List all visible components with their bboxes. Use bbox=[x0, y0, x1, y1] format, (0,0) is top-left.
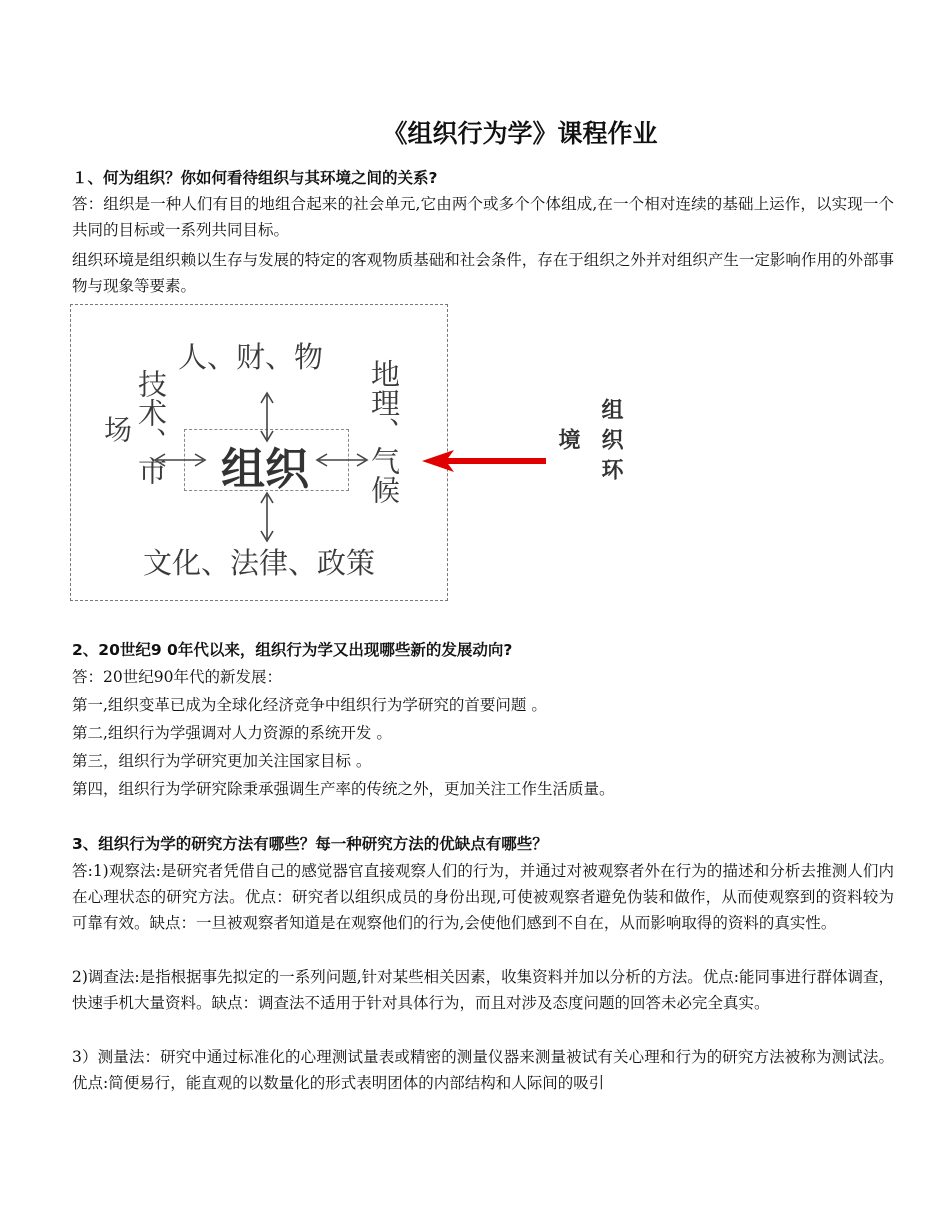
red-arrow-icon bbox=[420, 446, 552, 476]
question-2-heading: 2、20世纪9 0年代以来，组织行为学又出现哪些新的发展动向? bbox=[72, 641, 513, 659]
question-2-line-5: 第四，组织行为学研究除秉承强调生产率的传统之外，更加关注工作生活质量。 bbox=[72, 780, 615, 798]
diagram-label-left-col2: 技术、市 bbox=[134, 369, 168, 485]
question-1-answer-para1: 答：组织是一种人们有目的地组合起来的社会单元,它由两个或多个个体组成,在一个相对连续的基础上运作，以实现一个共同的目标或一系列共同目标。 bbox=[72, 195, 894, 239]
question-1-answer-para2: 组织环境是组织赖以生存与发展的特定的客观物质基础和社会条件，存在于组织之外并对组织产生一定影响作用的外部事物与现象等要素。 bbox=[72, 251, 894, 295]
env-label-col2: 组织环 bbox=[598, 398, 623, 488]
document-title: 《组织行为学》课程作业 bbox=[382, 119, 658, 148]
question-2-line-4: 第三，组织行为学研究更加关注国家目标 。 bbox=[72, 752, 372, 770]
diagram-arrows bbox=[71, 305, 449, 602]
diagram-label-left-col1: 场 bbox=[100, 415, 133, 443]
diagram-label-bottom: 文化、法律、政策 bbox=[143, 546, 376, 580]
diagram-label-right: 地理、气候 bbox=[367, 359, 401, 504]
question-3-heading: 3、组织行为学的研究方法有哪些？每一种研究方法的优缺点有哪些？ bbox=[72, 835, 548, 853]
diagram-label-top: 人、财、物 bbox=[178, 340, 324, 374]
question-2-line-1: 答：20世纪90年代的新发展： bbox=[72, 668, 282, 686]
env-label-col1: 境 bbox=[555, 428, 580, 450]
diagram-center-label: 组织 bbox=[221, 444, 309, 495]
question-3-answer-para3: 3）测量法：研究中通过标准化的心理测试量表或精密的测量仪器来测量被试有关心理和行为的研究方法被称为测试法。优点:简便易行，能直观的以数量化的形式表明团体的内部结构和人际间的吸引 bbox=[72, 1048, 894, 1092]
question-3-answer-para2: 2)调查法:是指根据事先拟定的一系列问题,针对某些相关因素，收集资料并加以分析的方法。优点:能同事进行群体调查，快速手机大量资料。缺点：调查法不适用于针对具体行为，而且对涉及态度问题的回答未必完全真实。 bbox=[72, 968, 894, 1012]
question-1-heading: １、何为组织？你如何看待组织与其环境之间的关系? bbox=[72, 169, 438, 187]
question-3-answer-para1: 答:1)观察法:是研究者凭借自己的感觉器官直接观察人们的行为，并通过对被观察者外在行为的描述和分析去推测人们内在心理状态的研究方法。优点：研究者以组织成员的身份出现,可使被观察者避免伪装和做作，从而使观察到的资料较为可靠有效。缺点：一旦被观察者知道是在观察他们的行为,会使他们感到不自在，从而影响取得的资料的真实性。 bbox=[72, 862, 894, 932]
question-2-line-3: 第二,组织行为学强调对人力资源的系统开发 。 bbox=[72, 724, 392, 742]
question-2-line-2: 第一,组织变革已成为全球化经济竞争中组织行为学研究的首要问题 。 bbox=[72, 696, 547, 714]
organization-environment-diagram bbox=[70, 304, 448, 601]
